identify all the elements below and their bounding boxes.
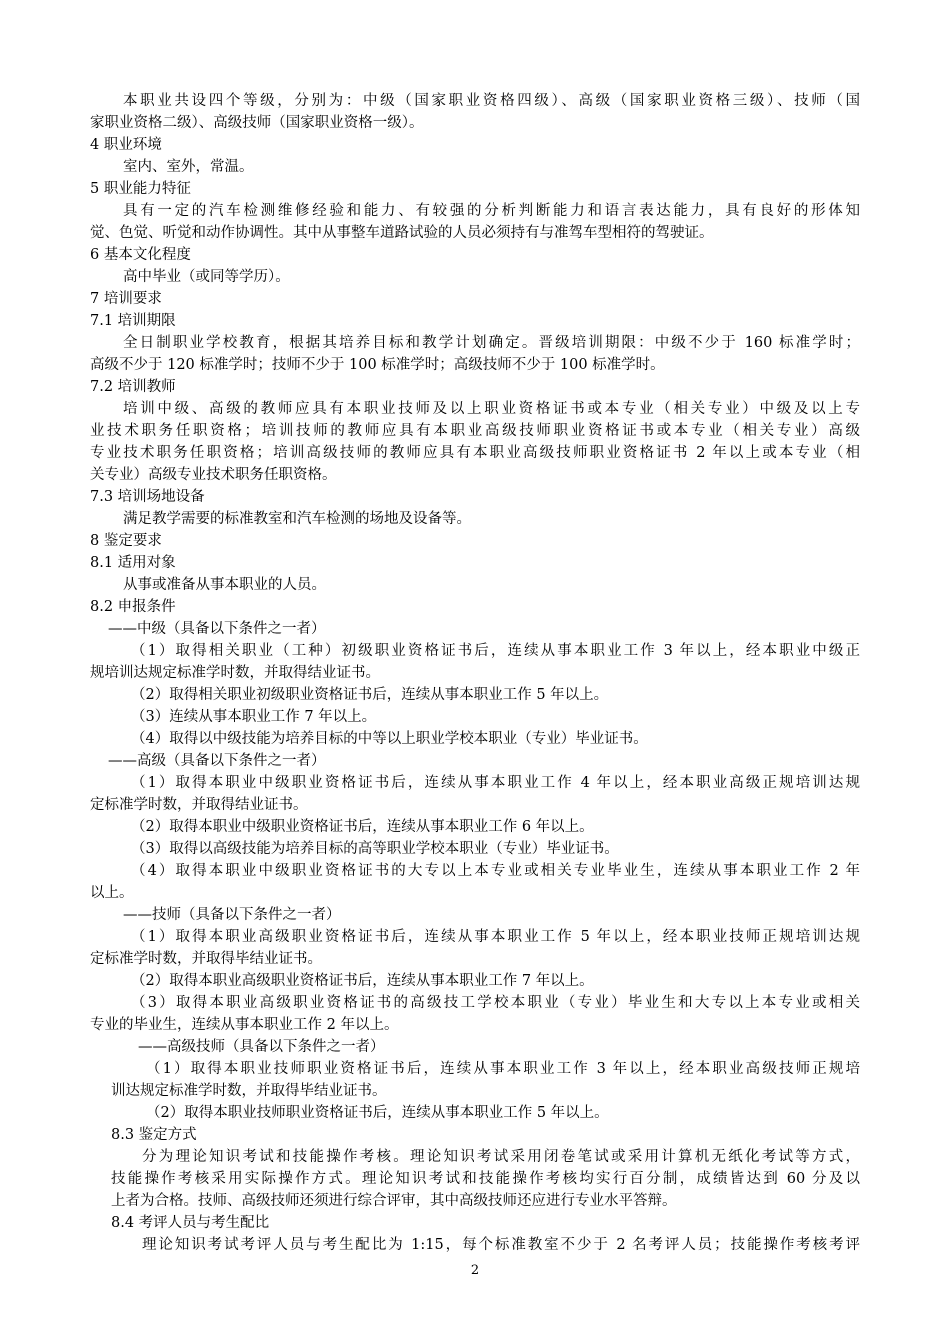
text-line: （2）取得本职业技师职业资格证书后，连续从事本职业工作 5 年以上。 bbox=[146, 1105, 609, 1121]
text-line: （1）取得本职业高级职业资格证书后，连续从事本职业工作 5 年以上，经本职业技师正规培训达规 bbox=[131, 929, 860, 945]
text-line: 定标准学时数，并取得结业证书。 bbox=[90, 797, 308, 813]
text-line: 训达规定标准学时数，并取得毕结业证书。 bbox=[111, 1083, 387, 1099]
text-line: 从事或准备从事本职业的人员。 bbox=[123, 577, 326, 593]
text-line: 上者为合格。技师、高级技师还须进行综合评审，其中高级技师还应进行专业水平答辩。 bbox=[111, 1193, 677, 1209]
level-heading: ——高级技师（具备以下条件之一者） bbox=[138, 1039, 385, 1055]
subsection-heading: 8.2 申报条件 bbox=[90, 599, 176, 615]
text-line: （2）取得相关职业初级职业资格证书后，连续从事本职业工作 5 年以上。 bbox=[131, 687, 609, 703]
text-line: 全日制职业学校教育，根据其培养目标和教学计划确定。晋级培训期限：中级不少于 160 标准学时； bbox=[123, 335, 860, 351]
text-line: （3）连续从事本职业工作 7 年以上。 bbox=[131, 709, 377, 725]
text-line: 分为理论知识考试和技能操作考核。理论知识考试采用闭卷笔试或采用计算机无纸化考试等方式， bbox=[142, 1149, 860, 1165]
text-line: （2）取得本职业高级职业资格证书后，连续从事本职业工作 7 年以上。 bbox=[131, 973, 594, 989]
section-heading: 5 职业能力特征 bbox=[90, 181, 191, 197]
text-line: 专业的毕业生，连续从事本职业工作 2 年以上。 bbox=[90, 1017, 399, 1033]
text-line: 培训中级、高级的教师应具有本职业技师及以上职业资格证书或本专业（相关专业）中级及以上专 bbox=[123, 401, 860, 417]
text-line: （3）取得以高级技能为培养目标的高等职业学校本职业（专业）毕业证书。 bbox=[131, 841, 619, 857]
text-line: 理论知识考试考评人员与考生配比为 1:15，每个标准教室不少于 2 名考评人员；技能操作考核考评 bbox=[142, 1237, 860, 1253]
text-line: 以上。 bbox=[90, 885, 134, 901]
text-line: 具有一定的汽车检测维修经验和能力、有较强的分析判断能力和语言表达能力，具有良好的形体知 bbox=[123, 203, 860, 219]
text-line: （2）取得本职业中级职业资格证书后，连续从事本职业工作 6 年以上。 bbox=[131, 819, 594, 835]
section-heading: 7 培训要求 bbox=[90, 291, 162, 307]
subsection-heading: 8.4 考评人员与考生配比 bbox=[111, 1215, 270, 1231]
text-line: 定标准学时数，并取得毕结业证书。 bbox=[90, 951, 322, 967]
section-heading: 4 职业环境 bbox=[90, 137, 162, 153]
text-line: 业技术职务任职资格；培训技师的教师应具有本职业高级技师职业资格证书或本专业（相关专业）高级 bbox=[90, 423, 860, 439]
level-heading: ——技师（具备以下条件之一者） bbox=[123, 907, 341, 923]
text-line: 专业技术职务任职资格；培训高级技师的教师应具有本职业高级技师职业资格证书 2 年以上或本专业（相 bbox=[90, 445, 860, 461]
section-heading: 6 基本文化程度 bbox=[90, 247, 191, 263]
text-line: 高中毕业（或同等学历）。 bbox=[123, 269, 290, 285]
page-number: 2 bbox=[470, 1263, 480, 1278]
subsection-heading: 7.1 培训期限 bbox=[90, 313, 176, 329]
text-line: 家职业资格二级）、高级技师（国家职业资格一级）。 bbox=[90, 115, 424, 131]
text-line: （4）取得以中级技能为培养目标的中等以上职业学校本职业（专业）毕业证书。 bbox=[131, 731, 648, 747]
text-line: 满足教学需要的标准教室和汽车检测的场地及设备等。 bbox=[123, 511, 471, 527]
subsection-heading: 8.3 鉴定方式 bbox=[111, 1127, 197, 1143]
text-line: （1）取得本职业中级职业资格证书后，连续从事本职业工作 4 年以上，经本职业高级正规培训达规 bbox=[131, 775, 860, 791]
text-line: 高级不少于 120 标准学时；技师不少于 100 标准学时；高级技师不少于 100 标准学时。 bbox=[90, 357, 665, 373]
subsection-heading: 7.2 培训教师 bbox=[90, 379, 176, 395]
text-line: 技能操作考核采用实际操作方式。理论知识考试和技能操作考核均实行百分制，成绩皆达到 60 分及以 bbox=[111, 1171, 860, 1187]
text-line: （4）取得本职业中级职业资格证书的大专以上本专业或相关专业毕业生，连续从事本职业工作 2 年 bbox=[131, 863, 860, 879]
text-line: 规培训达规定标准学时数，并取得结业证书。 bbox=[90, 665, 380, 681]
text-line: 觉、色觉、听觉和动作协调性。其中从事整车道路试验的人员必须持有与准驾车型相符的驾驶证。 bbox=[90, 225, 714, 241]
text-line: （3）取得本职业高级职业资格证书的高级技工学校本职业（专业）毕业生和大专以上本专业或相关 bbox=[131, 995, 860, 1011]
text-line: 本职业共设四个等级，分别为：中级（国家职业资格四级）、高级（国家职业资格三级）、技师（国 bbox=[123, 93, 860, 109]
text-line: （1）取得本职业技师职业资格证书后，连续从事本职业工作 3 年以上，经本职业高级技师正规培 bbox=[146, 1061, 860, 1077]
text-line: 关专业）高级专业技术职务任职资格。 bbox=[90, 467, 337, 483]
text-line: 室内、室外，常温。 bbox=[123, 159, 254, 175]
level-heading: ——中级（具备以下条件之一者） bbox=[108, 621, 326, 637]
section-heading: 8 鉴定要求 bbox=[90, 533, 162, 549]
level-heading: ——高级（具备以下条件之一者） bbox=[108, 753, 326, 769]
text-line: （1）取得相关职业（工种）初级职业资格证书后，连续从事本职业工作 3 年以上，经本职业中级正 bbox=[131, 643, 860, 659]
subsection-heading: 8.1 适用对象 bbox=[90, 555, 176, 571]
document-body bbox=[90, 90, 860, 1256]
subsection-heading: 7.3 培训场地设备 bbox=[90, 489, 205, 505]
